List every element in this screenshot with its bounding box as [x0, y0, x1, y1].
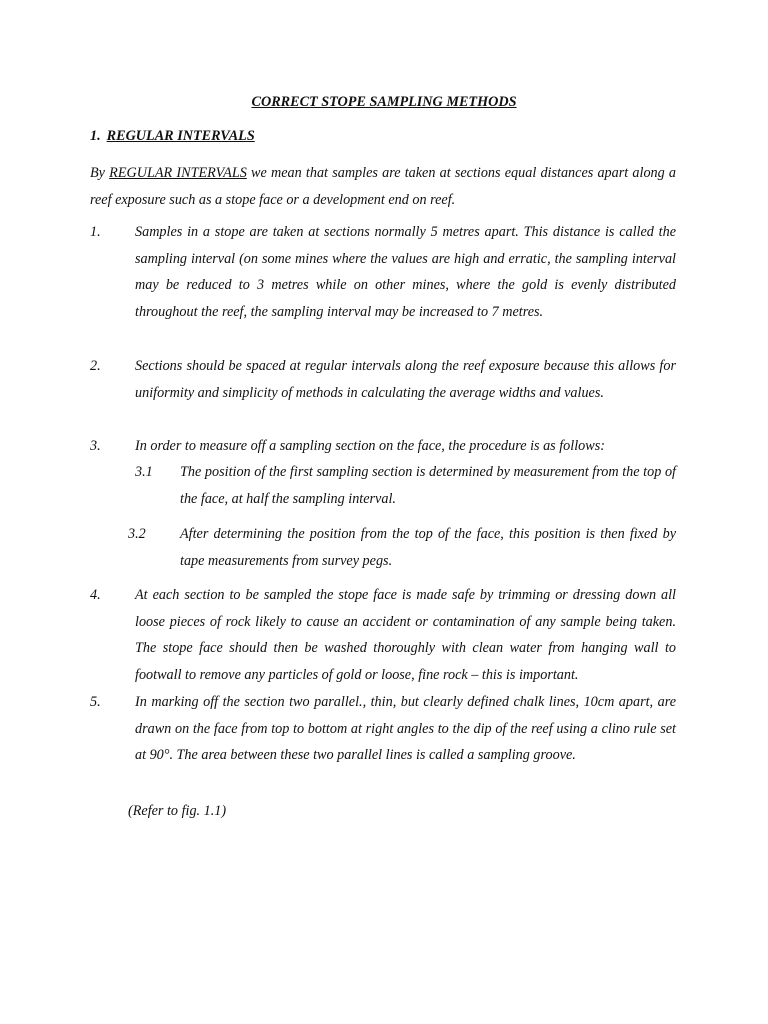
list-item-number: 5. — [90, 694, 101, 710]
list-item-number: 2. — [90, 358, 101, 374]
list-item-text: Samples in a stope are taken at sections normally 5 metres apart. This distance is called the sampling interval (on some mines where the values are high and erratic, the sampling interval may be reduced to 3 metres while on other mines, where the gold is evenly distributed throughout the reef, the sampling interval may be increased to 7 metres. — [135, 224, 676, 321]
sub-item-3-1 — [135, 459, 676, 513]
sub-item-text: The position of the first sampling section is determined by measurement from the top of the face, at half the sampling interval. — [180, 464, 676, 507]
list-item-2 — [90, 353, 676, 406]
list-item-3 — [90, 433, 676, 460]
section-number: 1. — [90, 128, 101, 144]
list-item-text: At each section to be sampled the stope face is made safe by trimming or dressing down all loose pieces of rock likely to cause an accident or contamination of any sample being taken. The stope face should then be washed thoroughly with clean water from hanging wall to footwall to remove any particles of gold or loose, fine rock – this is important. — [135, 587, 676, 684]
figure-reference: (Refer to fig. 1.1) — [128, 803, 227, 819]
intro-lead: By — [90, 165, 105, 181]
list-item-1 — [90, 219, 676, 326]
sub-item-number: 3.1 — [135, 464, 153, 480]
list-item-text: In marking off the section two parallel., thin, but clearly defined chalk lines, 10cm apart, are drawn on the face from top to bottom at right angles to the dip of the reef using a clino rule set at 90°. The area between these two parallel lines is called a sampling groove. — [135, 694, 676, 764]
intro-key-term: REGULAR INTERVALS — [109, 165, 247, 181]
intro-rest: we mean that samples are taken at sections equal distances apart along a reef exposure such as a stope face or a development end on reef. — [90, 165, 677, 208]
sub-item-3-2 — [128, 521, 676, 575]
list-item-4 — [90, 582, 676, 689]
list-item-text: In order to measure off a sampling section on the face, the procedure is as follows: — [135, 438, 605, 454]
document-title: CORRECT STOPE SAMPLING METHODS — [251, 94, 517, 110]
sub-item-text: After determining the position from the top of the face, this position is then fixed by tape measurements from survey pegs. — [180, 526, 676, 569]
intro-paragraph — [90, 160, 676, 214]
list-item-text: Sections should be spaced at regular intervals along the reef exposure because this allows for uniformity and simplicity of methods in calculating the average widths and values. — [135, 358, 676, 401]
section-heading-text: REGULAR INTERVALS — [106, 128, 255, 144]
list-item-number: 1. — [90, 224, 101, 240]
list-item-5 — [90, 689, 676, 769]
list-item-number: 4. — [90, 587, 101, 603]
list-item-number: 3. — [90, 438, 101, 454]
section-heading — [90, 128, 255, 145]
sub-item-number: 3.2 — [128, 526, 146, 542]
